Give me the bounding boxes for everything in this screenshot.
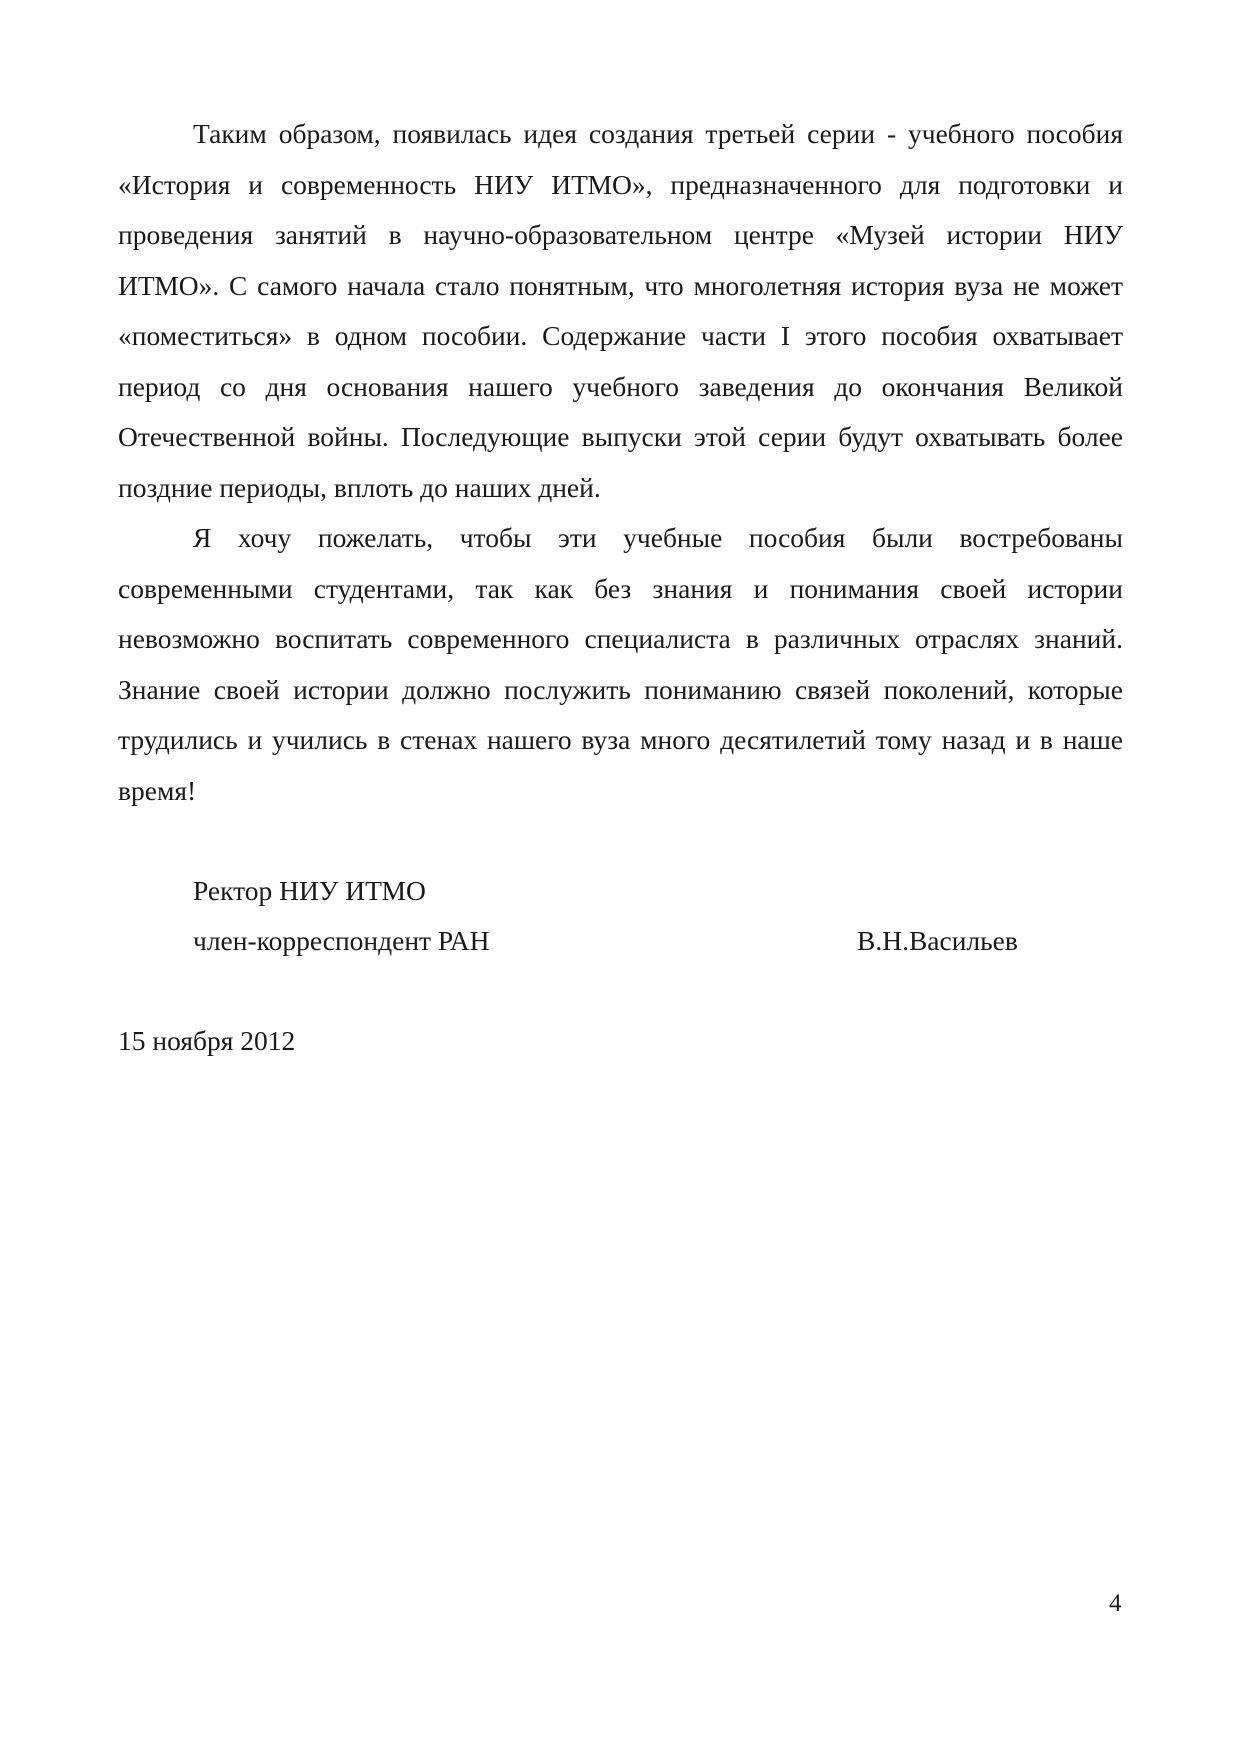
paragraph-series-idea: Таким образом, появилась идея создания третьей серии - учебного пособия «История и современность НИУ ИТМО», предназначенного для подготовки и проведения занятий в научно-образовательном центре «Музей истории НИУ ИТМО». С самого начала стало понятным, что многолетняя история вуза не может «поместиться» в одном пособии. Содержание части I этого пособия охватывает период со дня основания нашего учебного заведения до окончания Великой Отечественной войны. Последующие выпуски этой серии будут охватывать более поздние периоды, вплоть до наших дней. (118, 118, 1123, 503)
paragraph-wish: Я хочу пожелать, чтобы эти учебные пособия были востребованы современными студентами, так как без знания и понимания своей истории невозможно воспитать современного специалиста в различных отраслях знаний. Знание своей истории должно послужить пониманию связей поколений, которые трудились и учились в стенах нашего вуза много десятилетий тому назад и в наше время! (118, 522, 1123, 806)
page-number: 4 (1109, 1590, 1122, 1617)
signature-title-rector: Ректор НИУ ИТМО (193, 875, 426, 906)
document-date: 15 ноября 2012 (118, 1025, 296, 1056)
signature-title-academic: член-корреспондент РАН (193, 925, 490, 956)
signature-name: В.Н.Васильев (857, 925, 1018, 956)
body-text (118, 109, 1123, 816)
